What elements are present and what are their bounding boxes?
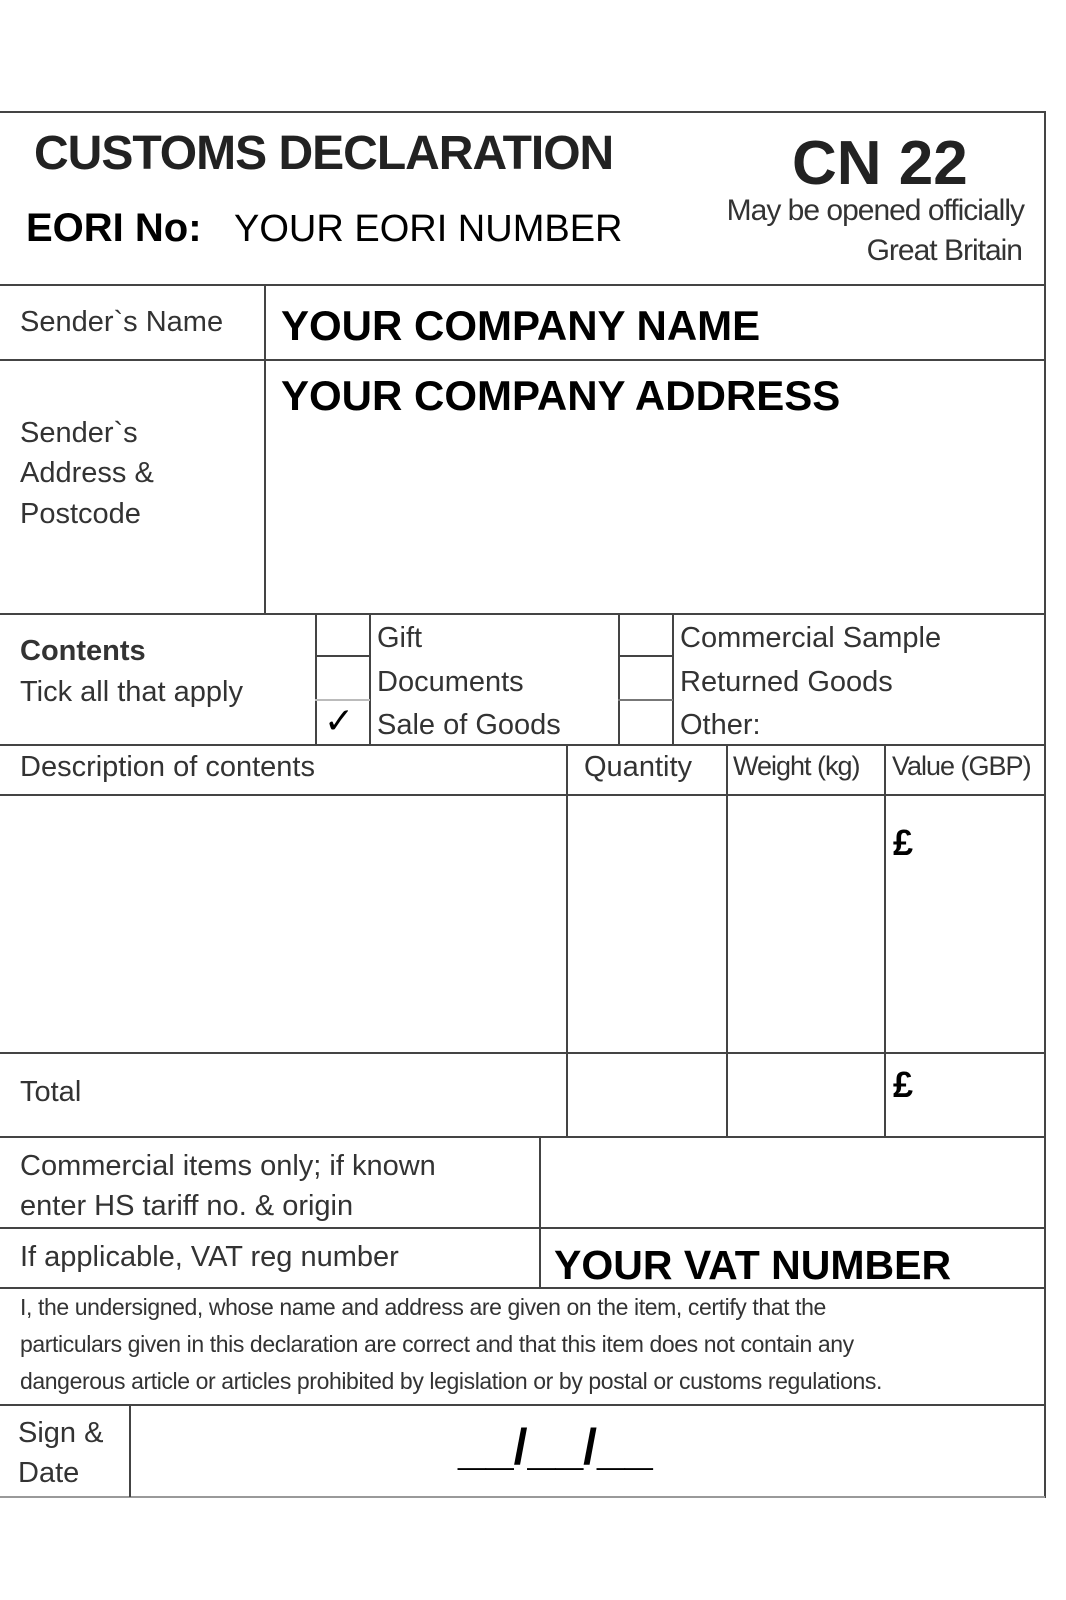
contents-subtitle: Tick all that apply <box>20 676 243 708</box>
declaration-line-2: particulars given in this declaration are correct and that this item does not contain any <box>20 1331 854 1357</box>
divider <box>0 359 1045 361</box>
sender-address-label-3: Postcode <box>20 498 141 530</box>
header-weight: Weight (kg) <box>733 751 860 781</box>
divider <box>884 744 886 1137</box>
checkbox-sale-of-goods[interactable]: ✓ <box>324 700 355 741</box>
sign-label-1: Sign & <box>18 1417 104 1449</box>
divider <box>672 613 674 745</box>
vat-label: If applicable, VAT reg number <box>20 1241 399 1273</box>
divider <box>0 1496 1045 1498</box>
declaration-line-3: dangerous article or articles prohibited by legislation or by postal or customs regulations. <box>20 1368 882 1394</box>
header-description: Description of contents <box>20 751 315 783</box>
checkbox-returned-goods[interactable] <box>620 657 672 699</box>
weight-cell[interactable] <box>728 796 884 1052</box>
divider <box>1044 111 1046 1498</box>
sender-address-label-2: Address & <box>20 457 154 489</box>
description-cell[interactable] <box>0 796 566 1052</box>
total-currency[interactable]: £ <box>893 1064 914 1105</box>
hs-tariff-field[interactable] <box>541 1138 1044 1227</box>
header-value: Value (GBP) <box>892 751 1031 781</box>
divider <box>0 1052 1045 1054</box>
commercial-label-1: Commercial items only; if known <box>20 1150 436 1182</box>
sender-name-value[interactable]: YOUR COMPANY NAME <box>281 302 761 349</box>
commercial-label-2: enter HS tariff no. & origin <box>20 1190 354 1222</box>
option-documents: Documents <box>377 666 524 698</box>
eori-value[interactable]: YOUR EORI NUMBER <box>234 208 623 250</box>
divider <box>0 111 1045 113</box>
declaration-line-1: I, the undersigned, whose name and address are given on the item, certify that the <box>20 1294 826 1320</box>
option-returned-goods: Returned Goods <box>680 666 893 698</box>
option-other: Other: <box>680 709 761 741</box>
divider <box>0 284 1045 286</box>
sender-address-value[interactable]: YOUR COMPANY ADDRESS <box>281 372 841 419</box>
header-quantity: Quantity <box>584 751 692 783</box>
form-code: CN 22 <box>792 129 968 198</box>
option-commercial-sample: Commercial Sample <box>680 622 942 654</box>
quantity-cell[interactable] <box>568 796 726 1052</box>
divider <box>0 744 1045 746</box>
sender-address-label-1: Sender`s <box>20 417 138 449</box>
divider <box>0 613 1045 615</box>
sender-name-label: Sender`s Name <box>20 306 224 338</box>
divider <box>129 1404 131 1497</box>
sign-label-2: Date <box>18 1457 80 1489</box>
notice-text: May be opened officially <box>726 194 1024 227</box>
total-label: Total <box>20 1076 82 1108</box>
divider <box>369 613 371 745</box>
divider <box>264 284 266 614</box>
option-gift: Gift <box>377 622 423 654</box>
divider <box>0 1227 1045 1229</box>
vat-value[interactable]: YOUR VAT NUMBER <box>554 1242 952 1288</box>
eori-label: EORI No: <box>26 206 202 250</box>
divider <box>0 1404 1045 1406</box>
checkbox-documents[interactable] <box>317 657 369 699</box>
country-text: Great Britain <box>866 234 1022 267</box>
checkbox-other[interactable] <box>620 701 672 744</box>
option-sale-of-goods: Sale of Goods <box>377 709 561 741</box>
checkbox-gift[interactable] <box>317 615 369 655</box>
checkbox-commercial-sample[interactable] <box>620 615 672 655</box>
value-currency[interactable]: £ <box>893 822 914 863</box>
date-field[interactable]: __/__/__ <box>458 1419 653 1475</box>
form-title: CUSTOMS DECLARATION <box>34 127 614 180</box>
contents-title: Contents <box>20 635 146 667</box>
